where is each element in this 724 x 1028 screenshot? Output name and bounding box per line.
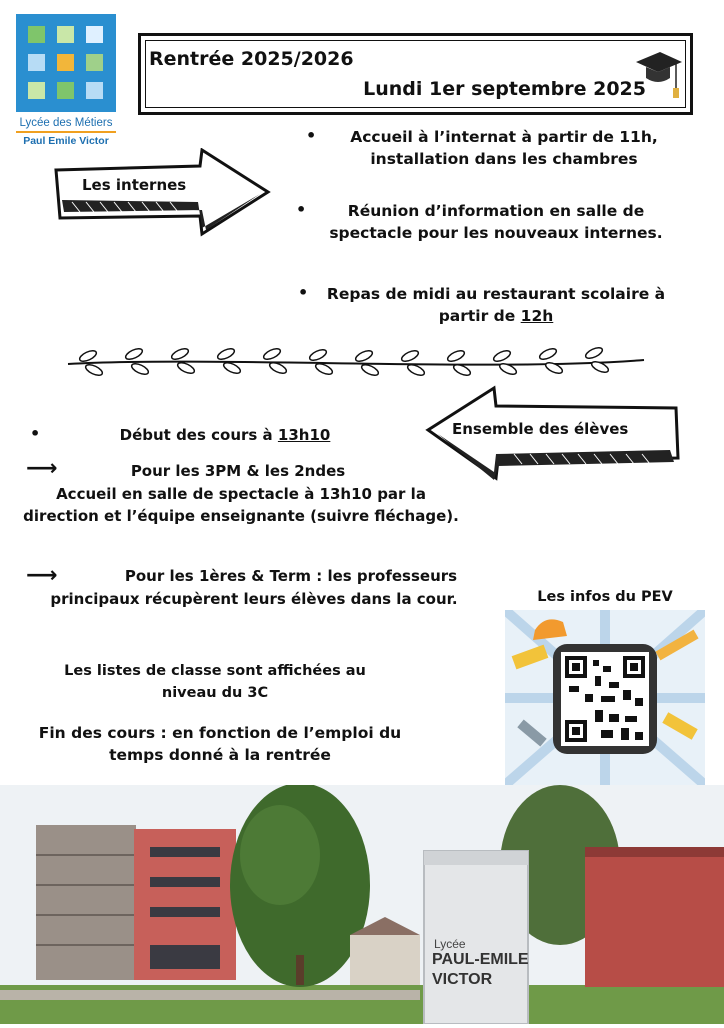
groupe2-title: Pour les 1ères & Term : les professeurs: [124, 567, 458, 585]
internes-item-3: Repas de midi au restaurant scolaire à partir de 12h: [326, 285, 666, 325]
sign-name-2: VICTOR: [432, 971, 493, 988]
arrow-right-icon: ⟶: [26, 563, 58, 588]
eleves-arrow-label: Ensemble des élèves: [452, 420, 629, 438]
groupe2-text: principaux récupèrent leurs élèves dans la cour.: [50, 590, 458, 608]
qr-code-panel[interactable]: [505, 610, 705, 785]
graduation-cap-icon: [632, 44, 684, 104]
header-box: [138, 33, 693, 115]
school-photo: [0, 785, 724, 1024]
sign-name-1: PAUL-EMILE: [432, 951, 529, 968]
logo-school-name: Lycée des Métiers: [19, 117, 113, 129]
header-date: Lundi 1er septembre 2025: [363, 78, 646, 100]
sign-lycee: Lycée: [434, 937, 466, 951]
bullet: •: [298, 283, 309, 302]
internes-item-1: Accueil à l’internat à partir de 11h, installation dans les chambres: [350, 128, 658, 168]
laurel-divider: [64, 342, 648, 382]
internes-arrow: [52, 148, 272, 240]
bullet: •: [30, 424, 41, 443]
school-logo: [16, 14, 116, 154]
groupe1-title: Pour les 3PM & les 2ndes: [130, 462, 346, 480]
infos-title: Les infos du PEV: [537, 589, 673, 605]
logo-grid: [16, 14, 116, 112]
groupe1-text: Accueil en salle de spectacle à 13h10 par la direction et l’équipe enseignante (suivre fléchage).: [23, 485, 459, 525]
internes-arrow-label: Les internes: [82, 176, 187, 194]
eleves-arrow: [424, 384, 684, 484]
logo-school-subtitle: Paul Emile Victor: [16, 131, 116, 147]
fin-cours: Fin des cours : en fonction de l’emploi du temps donné à la rentrée: [38, 724, 402, 764]
listes-classe: Les listes de classe sont affichées au niveau du 3C: [64, 663, 366, 701]
bullet: •: [306, 126, 317, 145]
internes-item-2: Réunion d’information en salle de spectacle pour les nouveaux internes.: [329, 202, 663, 242]
header-year: Rentrée 2025/2026: [149, 48, 354, 70]
arrow-right-icon: ⟶: [26, 456, 58, 481]
bullet: •: [296, 200, 307, 219]
debut-cours: Début des cours à 13h10: [119, 426, 331, 444]
